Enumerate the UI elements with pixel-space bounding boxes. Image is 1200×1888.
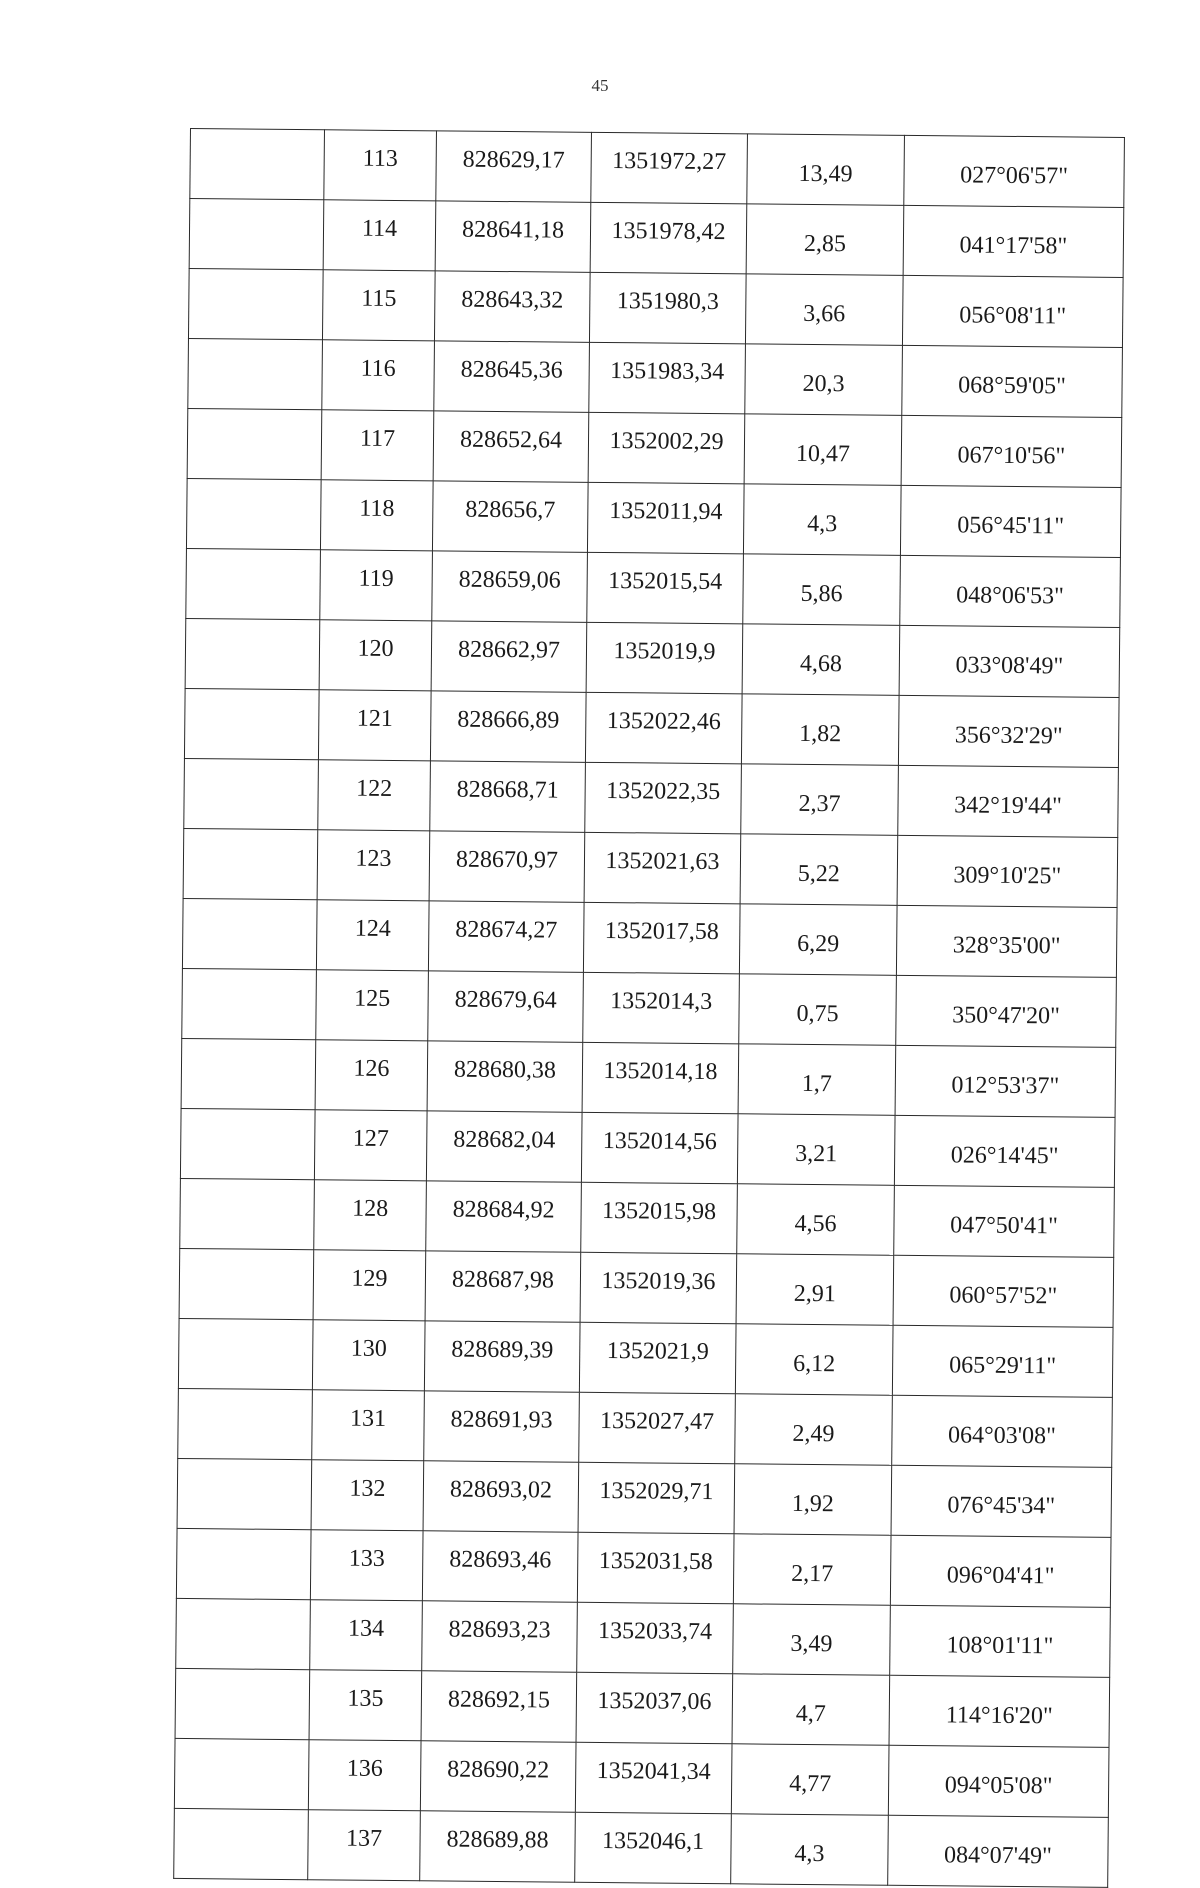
x-coordinate-cell: 828645,36 [434, 341, 590, 412]
empty-lead-cell [174, 1808, 309, 1879]
point-number-cell: 119 [320, 550, 433, 621]
x-coordinate-cell: 828668,71 [430, 761, 586, 832]
bearing-angle-cell: 056°08'11" [902, 275, 1123, 347]
table-row [181, 1038, 1116, 1117]
bearing-angle-cell: 060°57'52" [893, 1255, 1114, 1327]
table-row [177, 1458, 1112, 1537]
point-number-cell: 127 [314, 1110, 427, 1181]
x-coordinate-cell: 828641,18 [435, 201, 591, 272]
y-coordinate-cell: 1351983,34 [589, 342, 746, 413]
y-coordinate-cell: 1352027,47 [579, 1392, 736, 1463]
x-coordinate-cell: 828656,7 [432, 481, 588, 552]
bearing-angle-cell: 067°10'56" [901, 415, 1122, 487]
empty-lead-cell [179, 1248, 314, 1319]
table-row [182, 968, 1117, 1047]
empty-lead-cell [182, 898, 317, 969]
x-coordinate-cell: 828629,17 [436, 131, 592, 202]
empty-lead-cell [186, 478, 321, 549]
empty-lead-cell [184, 758, 319, 829]
y-coordinate-cell: 1352002,29 [588, 412, 745, 483]
point-number-cell: 118 [320, 480, 433, 551]
bearing-angle-cell: 068°59'05" [902, 345, 1123, 417]
y-coordinate-cell: 1352017,58 [583, 902, 740, 973]
empty-lead-cell [190, 129, 325, 200]
x-coordinate-cell: 828643,32 [434, 271, 590, 342]
x-coordinate-cell: 828674,27 [428, 901, 584, 972]
distance-cell: 4,3 [731, 1814, 889, 1886]
empty-lead-cell [178, 1318, 313, 1389]
point-number-cell: 129 [313, 1250, 426, 1321]
bearing-angle-cell: 026°14'45" [894, 1115, 1115, 1187]
table-row [176, 1528, 1111, 1607]
y-coordinate-cell: 1352019,9 [586, 622, 743, 693]
distance-cell: 13,49 [747, 134, 905, 206]
bearing-angle-cell: 094°05'08" [888, 1745, 1109, 1817]
empty-lead-cell [183, 828, 318, 899]
y-coordinate-cell: 1352011,94 [587, 482, 744, 553]
table-row [186, 548, 1121, 627]
distance-cell: 4,68 [742, 624, 900, 696]
empty-lead-cell [180, 1108, 315, 1179]
y-coordinate-cell: 1352022,35 [585, 762, 742, 833]
y-coordinate-cell: 1352041,34 [575, 1742, 732, 1813]
y-coordinate-cell: 1352029,71 [578, 1462, 735, 1533]
distance-cell: 2,49 [735, 1394, 893, 1466]
y-coordinate-cell: 1351980,3 [589, 272, 746, 343]
x-coordinate-cell: 828689,39 [424, 1321, 580, 1392]
table-row [186, 478, 1121, 557]
distance-cell: 3,21 [737, 1114, 895, 1186]
x-coordinate-cell: 828659,06 [432, 551, 588, 622]
distance-cell: 3,49 [733, 1604, 891, 1676]
table-row [187, 408, 1122, 487]
bearing-angle-cell: 027°06'57" [904, 135, 1125, 207]
distance-cell: 1,7 [738, 1044, 896, 1116]
distance-cell: 2,85 [746, 204, 904, 276]
empty-lead-cell [175, 1668, 310, 1739]
table-row [174, 1808, 1109, 1887]
table-row [189, 199, 1124, 278]
empty-lead-cell [188, 338, 323, 409]
distance-cell: 6,12 [735, 1324, 893, 1396]
x-coordinate-cell: 828691,93 [424, 1391, 580, 1462]
bearing-angle-cell: 076°45'34" [891, 1465, 1112, 1537]
x-coordinate-cell: 828692,15 [421, 1671, 577, 1742]
point-number-cell: 137 [308, 1810, 421, 1881]
point-number-cell: 113 [324, 130, 437, 201]
x-coordinate-cell: 828670,97 [429, 831, 585, 902]
point-number-cell: 115 [322, 270, 435, 341]
empty-lead-cell [186, 548, 321, 619]
y-coordinate-cell: 1352021,63 [584, 832, 741, 903]
coordinates-table-container [173, 128, 1125, 1888]
bearing-angle-cell: 342°19'44" [898, 765, 1119, 837]
table-row [184, 688, 1119, 767]
distance-cell: 20,3 [745, 344, 903, 416]
x-coordinate-cell: 828680,38 [427, 1041, 583, 1112]
bearing-angle-cell: 350°47'20" [896, 975, 1117, 1047]
bearing-angle-cell: 084°07'49" [888, 1815, 1109, 1887]
y-coordinate-cell: 1352022,46 [585, 692, 742, 763]
point-number-cell: 133 [310, 1530, 423, 1601]
x-coordinate-cell: 828693,23 [422, 1601, 578, 1672]
point-number-cell: 136 [308, 1740, 421, 1811]
x-coordinate-cell: 828682,04 [426, 1111, 582, 1182]
coordinates-table-body [174, 129, 1125, 1888]
bearing-angle-cell: 056°45'11" [900, 485, 1121, 557]
bearing-angle-cell: 033°08'49" [899, 625, 1120, 697]
empty-lead-cell [180, 1178, 315, 1249]
x-coordinate-cell: 828693,46 [422, 1531, 578, 1602]
coordinates-table [173, 128, 1125, 1888]
y-coordinate-cell: 1351972,27 [591, 132, 748, 203]
bearing-angle-cell: 041°17'58" [903, 205, 1124, 277]
point-number-cell: 128 [314, 1180, 427, 1251]
y-coordinate-cell: 1352014,18 [582, 1042, 739, 1113]
x-coordinate-cell: 828666,89 [430, 691, 586, 762]
bearing-angle-cell: 096°04'41" [890, 1535, 1111, 1607]
point-number-cell: 114 [323, 200, 436, 271]
point-number-cell: 135 [309, 1670, 422, 1741]
bearing-angle-cell: 065°29'11" [892, 1325, 1113, 1397]
table-row [188, 338, 1123, 417]
table-row [188, 268, 1123, 347]
x-coordinate-cell: 828652,64 [433, 411, 589, 482]
point-number-cell: 132 [311, 1460, 424, 1531]
point-number-cell: 121 [318, 690, 431, 761]
empty-lead-cell [176, 1528, 311, 1599]
point-number-cell: 120 [319, 620, 432, 691]
bearing-angle-cell: 309°10'25" [897, 835, 1118, 907]
point-number-cell: 134 [310, 1600, 423, 1671]
y-coordinate-cell: 1352015,54 [587, 552, 744, 623]
distance-cell: 1,92 [734, 1464, 892, 1536]
empty-lead-cell [177, 1458, 312, 1529]
bearing-angle-cell: 048°06'53" [900, 555, 1121, 627]
table-row [178, 1318, 1113, 1397]
point-number-cell: 131 [312, 1390, 425, 1461]
distance-cell: 4,3 [743, 484, 901, 556]
distance-cell: 4,77 [731, 1744, 889, 1816]
table-row [182, 898, 1117, 977]
table-row [190, 129, 1125, 208]
point-number-cell: 123 [317, 830, 430, 901]
distance-cell: 2,37 [741, 764, 899, 836]
y-coordinate-cell: 1352015,98 [581, 1182, 738, 1253]
x-coordinate-cell: 828690,22 [420, 1741, 576, 1812]
bearing-angle-cell: 064°03'08" [892, 1395, 1113, 1467]
distance-cell: 6,29 [739, 904, 897, 976]
x-coordinate-cell: 828689,88 [420, 1811, 576, 1882]
empty-lead-cell [182, 968, 317, 1039]
point-number-cell: 125 [316, 970, 429, 1041]
point-number-cell: 122 [318, 760, 431, 831]
point-number-cell: 130 [312, 1320, 425, 1391]
distance-cell: 2,91 [736, 1254, 894, 1326]
x-coordinate-cell: 828679,64 [428, 971, 584, 1042]
table-row [185, 618, 1120, 697]
empty-lead-cell [188, 268, 323, 339]
empty-lead-cell [184, 688, 319, 759]
page-number: 45 [591, 76, 609, 95]
table-row [178, 1388, 1113, 1467]
empty-lead-cell [181, 1038, 316, 1109]
y-coordinate-cell: 1352019,36 [580, 1252, 737, 1323]
distance-cell: 1,82 [741, 694, 899, 766]
empty-lead-cell [176, 1598, 311, 1669]
y-coordinate-cell: 1352031,58 [577, 1532, 734, 1603]
y-coordinate-cell: 1352021,9 [579, 1322, 736, 1393]
table-row [175, 1668, 1110, 1747]
distance-cell: 4,7 [732, 1674, 890, 1746]
x-coordinate-cell: 828687,98 [425, 1251, 581, 1322]
point-number-cell: 116 [322, 340, 435, 411]
point-number-cell: 126 [315, 1040, 428, 1111]
distance-cell: 4,56 [737, 1184, 895, 1256]
bearing-angle-cell: 356°32'29" [898, 695, 1119, 767]
empty-lead-cell [189, 199, 324, 270]
point-number-cell: 117 [321, 410, 434, 481]
y-coordinate-cell: 1352046,1 [575, 1812, 732, 1883]
table-row [180, 1178, 1115, 1257]
distance-cell: 5,22 [740, 834, 898, 906]
table-row [174, 1738, 1109, 1817]
y-coordinate-cell: 1352014,56 [581, 1112, 738, 1183]
y-coordinate-cell: 1352014,3 [583, 972, 740, 1043]
point-number-cell: 124 [316, 900, 429, 971]
bearing-angle-cell: 328°35'00" [896, 905, 1117, 977]
bearing-angle-cell: 012°53'37" [895, 1045, 1116, 1117]
distance-cell: 5,86 [743, 554, 901, 626]
empty-lead-cell [174, 1738, 309, 1809]
bearing-angle-cell: 108°01'11" [890, 1605, 1111, 1677]
x-coordinate-cell: 828684,92 [426, 1181, 582, 1252]
distance-cell: 2,17 [733, 1534, 891, 1606]
empty-lead-cell [185, 618, 320, 689]
bearing-angle-cell: 047°50'41" [894, 1185, 1115, 1257]
distance-cell: 3,66 [745, 274, 903, 346]
distance-cell: 0,75 [739, 974, 897, 1046]
distance-cell: 10,47 [744, 414, 902, 486]
table-row [184, 758, 1119, 837]
table-row [180, 1108, 1115, 1187]
y-coordinate-cell: 1352037,06 [576, 1672, 733, 1743]
empty-lead-cell [178, 1388, 313, 1459]
bearing-angle-cell: 114°16'20" [889, 1675, 1110, 1747]
table-row [183, 828, 1118, 907]
table-row [176, 1598, 1111, 1677]
empty-lead-cell [187, 408, 322, 479]
table-row [179, 1248, 1114, 1327]
x-coordinate-cell: 828662,97 [431, 621, 587, 692]
y-coordinate-cell: 1351978,42 [590, 202, 747, 273]
y-coordinate-cell: 1352033,74 [577, 1602, 734, 1673]
x-coordinate-cell: 828693,02 [423, 1461, 579, 1532]
